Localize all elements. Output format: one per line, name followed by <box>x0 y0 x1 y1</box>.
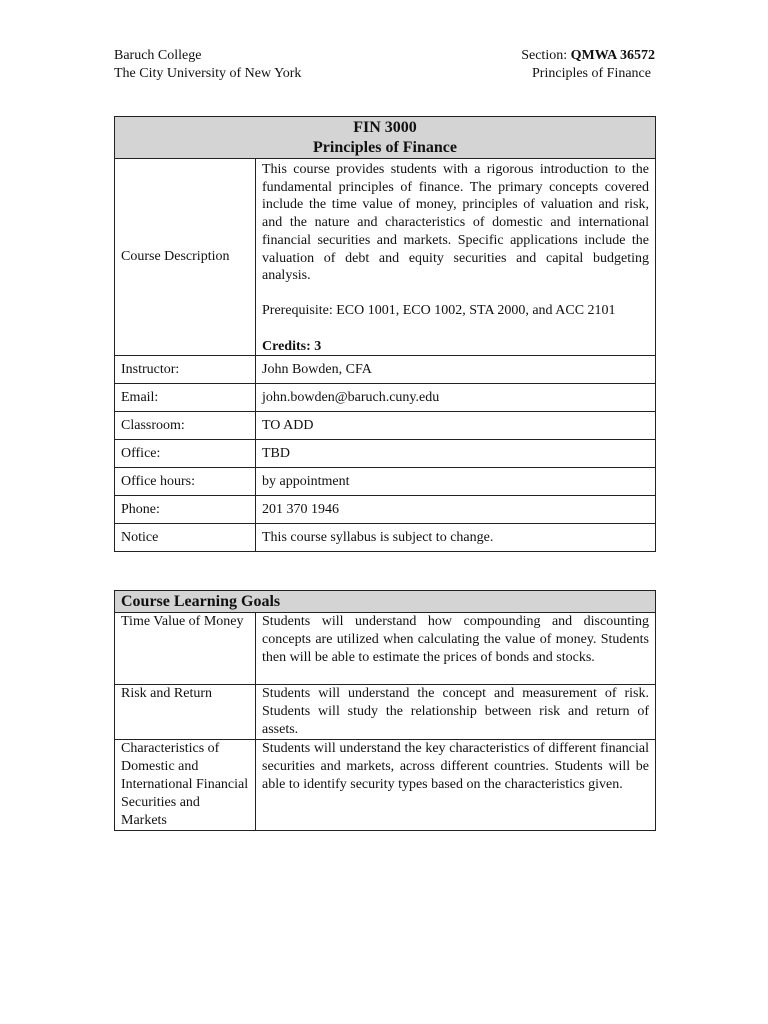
section-label: Section: <box>521 48 571 63</box>
notice-label: Notice <box>115 524 256 552</box>
goal-row <box>115 685 656 740</box>
goal-text: Students will understand how compounding and discounting concepts are utilized when calculating the value of money. Students then will be able to estimate the prices of bonds and stocks. <box>256 613 656 685</box>
office-label: Office: <box>115 440 256 468</box>
goal-label: Characteristics of Domestic and International Financial Securities and Markets <box>115 740 256 831</box>
email-value: john.bowden@baruch.cuny.edu <box>256 384 656 412</box>
course-title-cell <box>115 117 656 159</box>
classroom-label: Classroom: <box>115 412 256 440</box>
goal-row <box>115 740 656 831</box>
goal-row <box>115 613 656 685</box>
section-line <box>521 47 655 65</box>
goal-text: Students will understand the concept and measurement of risk. Students will study the relationship between risk and return of assets. <box>256 685 656 740</box>
course-description-label: Course Description <box>115 159 256 356</box>
learning-goals-table <box>114 590 656 831</box>
section-code: QMWA 36572 <box>570 48 655 63</box>
phone-row <box>115 496 656 524</box>
credits-text: Credits: 3 <box>262 338 322 354</box>
course-info-table <box>114 116 656 552</box>
goal-text: Students will understand the key characteristics of different financial securities and markets, across different countries. Students will be able to identify security types based on the characteristics given. <box>256 740 656 831</box>
phone-value: 201 370 1946 <box>256 496 656 524</box>
instructor-row <box>115 356 656 384</box>
header-left <box>114 47 301 83</box>
course-description-text: This course provides students with a rigorous introduction to the fundamental principles of finance. The primary concepts covered include the time value of money, principles of valuation and risk, and the nature and characteristics of domestic and international financial securities and markets. Specific applications include the valuation of debt and equity securities and capital budgeting analysis. <box>262 162 649 284</box>
university-name: The City University of New York <box>114 66 302 81</box>
goal-label: Risk and Return <box>115 685 256 740</box>
course-title: Principles of Finance <box>313 138 457 156</box>
classroom-row <box>115 412 656 440</box>
office-hours-value: by appointment <box>256 468 656 496</box>
classroom-value: TO ADD <box>256 412 656 440</box>
college-name: Baruch College <box>114 48 202 63</box>
goal-label: Time Value of Money <box>115 613 256 685</box>
instructor-value: John Bowden, CFA <box>256 356 656 384</box>
learning-goals-header: Course Learning Goals <box>115 591 656 613</box>
course-code: FIN 3000 <box>353 118 417 136</box>
phone-label: Phone: <box>115 496 256 524</box>
office-hours-row <box>115 468 656 496</box>
header-right <box>521 47 655 83</box>
header-course-name: Principles of Finance <box>532 66 651 81</box>
course-title-row <box>115 117 656 159</box>
learning-goals-header-row <box>115 591 656 613</box>
course-description-row <box>115 159 656 356</box>
notice-value: This course syllabus is subject to change. <box>256 524 656 552</box>
office-value: TBD <box>256 440 656 468</box>
course-description-cell <box>256 159 656 356</box>
email-row <box>115 384 656 412</box>
office-row <box>115 440 656 468</box>
notice-row <box>115 524 656 552</box>
instructor-label: Instructor: <box>115 356 256 384</box>
office-hours-label: Office hours: <box>115 468 256 496</box>
email-label: Email: <box>115 384 256 412</box>
prerequisite-text: Prerequisite: ECO 1001, ECO 1002, STA 2000, and ACC 2101 <box>262 303 616 319</box>
